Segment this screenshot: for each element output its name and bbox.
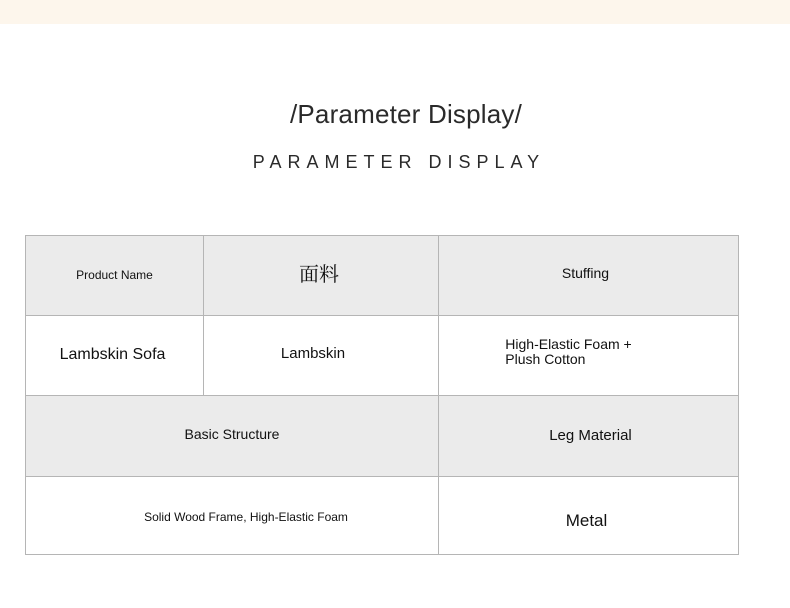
leg-material-label: Leg Material: [549, 427, 632, 445]
parameter-table: [25, 235, 739, 555]
basic-structure-value: Solid Wood Frame, High-Elastic Foam: [144, 510, 348, 525]
page-title: /Parameter Display/: [289, 99, 523, 129]
product-name-label: Product Name: [76, 268, 153, 283]
stuffing-label-cell: [438, 235, 739, 316]
basic-structure-value-cell: [25, 476, 439, 555]
stuffing-label: Stuffing: [561, 265, 610, 282]
fabric-label-cell: [203, 235, 439, 316]
basic-structure-label-cell: [25, 395, 439, 477]
basic-structure-label: Basic Structure: [184, 425, 280, 442]
fabric-value: Lambskin: [280, 344, 346, 362]
stuffing-value: High-Elastic Foam + Plush Cotton: [505, 335, 632, 367]
leg-material-value: Metal: [565, 510, 608, 530]
product-name-value: Lambskin Sofa: [59, 346, 166, 364]
leg-material-value-cell: [438, 476, 739, 555]
top-color-band: [0, 0, 790, 24]
fabric-label: 面料: [299, 264, 339, 286]
product-name-value-cell: [25, 315, 204, 396]
product-name-label-cell: [25, 235, 204, 316]
leg-material-label-cell: [438, 395, 739, 477]
page-subtitle: PARAMETER DISPLAY: [252, 152, 546, 172]
stuffing-value-cell: [438, 315, 739, 396]
fabric-value-cell: [203, 315, 439, 396]
